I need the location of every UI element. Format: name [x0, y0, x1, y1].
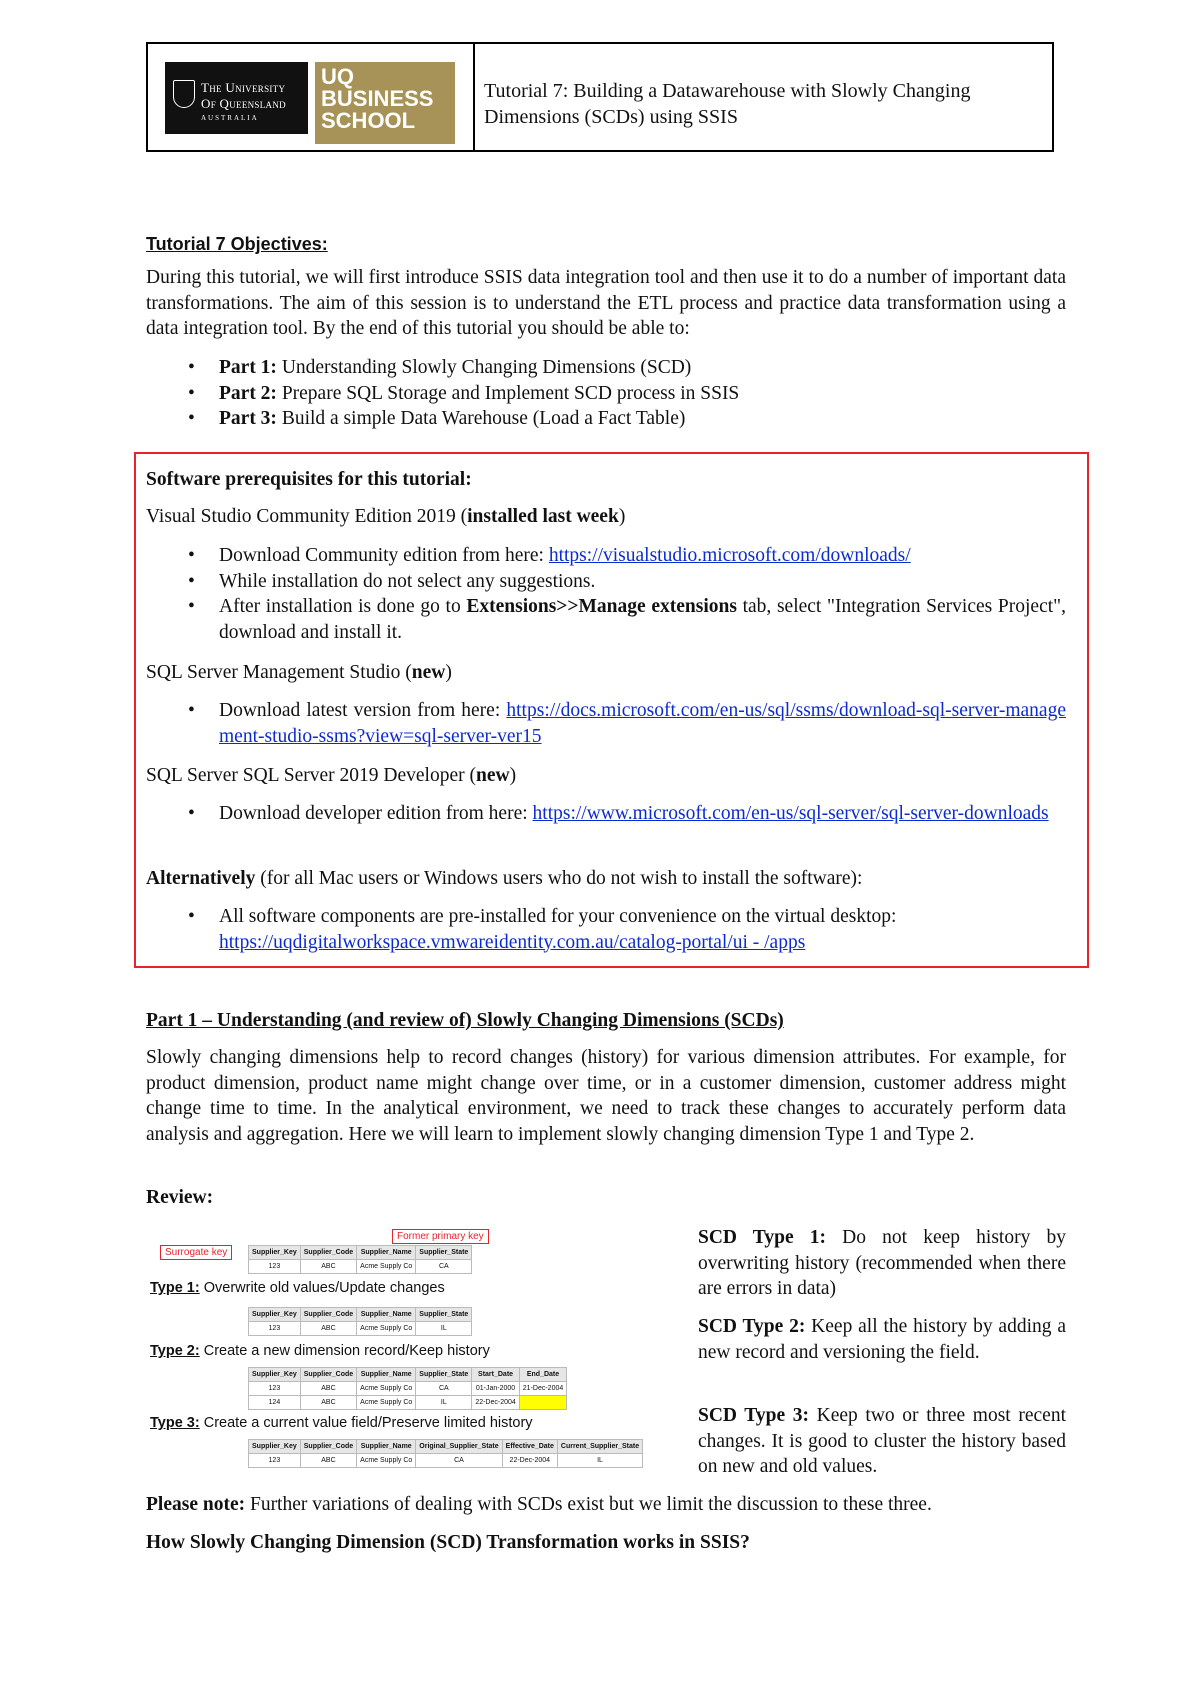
- original-table: Supplier_Key Supplier_Code Supplier_Name Supplier_State 123 ABC Acme Supply Co CA: [248, 1245, 472, 1274]
- please-note: Please note: Further variations of dealing with SCDs exist but we limit the discussion to these three.: [146, 1494, 932, 1515]
- ssms-title: SQL Server Management Studio (new): [146, 662, 452, 683]
- scd-type2-desc: SCD Type 2: Keep all the history by adding a new record and versioning the field.: [698, 1316, 1066, 1363]
- bullet-icon: •: [188, 408, 195, 429]
- bullet-icon: •: [188, 596, 195, 617]
- bullet-icon: •: [188, 906, 195, 927]
- sql-download-link[interactable]: https://www.microsoft.com/en-us/sql-server/sql-server-downloads: [532, 803, 1049, 824]
- list-item: • All software components are pre-installed for your convenience on the virtual desktop: https://uqdigitalworkspace.vmwareidentity.com.au/catalog-portal/ui - /apps: [188, 906, 897, 953]
- alternatively-text: Alternatively (for all Mac users or Windows users who do not wish to install the software):: [146, 868, 863, 889]
- sql-server-title: SQL Server SQL Server 2019 Developer (new): [146, 765, 517, 786]
- scd-type3-desc: SCD Type 3: Keep two or three most recent changes. It is good to cluster the history based on new and old values.: [698, 1405, 1066, 1477]
- objectives-list: [146, 355, 1066, 432]
- type1-label: Type 1: Overwrite old values/Update changes: [150, 1280, 445, 1296]
- objective-item: • Part 3: Build a simple Data Warehouse (Load a Fact Table): [146, 406, 1066, 432]
- uq-logo: [165, 62, 308, 134]
- ssms-download-link[interactable]: https://docs.microsoft.com/en-us/sql/ssms/download-sql-server-management-studio-ssms?view=sql-server-ver15: [219, 700, 1066, 747]
- objective-item: • Part 2: Prepare SQL Storage and Implement SCD process in SSIS: [146, 381, 1066, 407]
- bs-logo-line3: SCHOOL: [321, 108, 416, 133]
- bullet-icon: •: [188, 570, 195, 592]
- bullet-icon: •: [188, 700, 195, 721]
- type3-table: Supplier_Key Supplier_Code Supplier_Name Original_Supplier_State Effective_Date Current_Supplier_State 123 ABC Acme Supply Co CA 22-Dec-2004 IL: [248, 1439, 643, 1468]
- type3-label: Type 3: Create a current value field/Preserve limited history: [150, 1415, 533, 1431]
- scd-type1-desc: SCD Type 1: Do not keep history by overwriting history (recommended when there are errors in data): [698, 1227, 1066, 1299]
- ssms-list: [146, 698, 1066, 749]
- uq-logo-line3: AUSTRALIA: [201, 114, 259, 122]
- former-primary-key-callout: Former primary key: [392, 1229, 489, 1244]
- vs-list: [146, 543, 1066, 645]
- list-item: • Download latest version from here: https://docs.microsoft.com/en-us/sql/ssms/download-sql-server-management-studio-ssms?view=sql-server-ver15: [188, 700, 1066, 747]
- bullet-icon: •: [188, 803, 195, 824]
- type1-table: Supplier_Key Supplier_Code Supplier_Name Supplier_State 123 ABC Acme Supply Co IL: [248, 1307, 472, 1336]
- part1-heading: Part 1 – Understanding (and review of) Slowly Changing Dimensions (SCDs): [146, 1010, 784, 1031]
- ssis-scd-heading: How Slowly Changing Dimension (SCD) Transformation works in SSIS?: [146, 1532, 750, 1553]
- header-divider: [473, 44, 475, 150]
- bullet-icon: •: [188, 545, 195, 566]
- list-item: • While installation do not select any suggestions.: [146, 569, 1066, 595]
- objectives-intro: During this tutorial, we will first introduce SSIS data integration tool and then use it to do a number of important data transformations. The aim of this session is to understand the ETL process and practice data transformation using a data integration tool. By the end of this tutorial you should be able to:: [146, 267, 1066, 339]
- alt-list: [146, 904, 1066, 955]
- type2-label: Type 2: Create a new dimension record/Keep history: [150, 1343, 490, 1359]
- uq-logo-line1: The University: [201, 80, 286, 95]
- list-item: • After installation is done go to Extensions>>Manage extensions tab, select "Integration Services Project", download and install it.: [188, 596, 1066, 643]
- bs-logo-line1: UQ: [321, 64, 354, 89]
- prereq-heading: Software prerequisites for this tutorial:: [146, 469, 472, 490]
- document-header: [146, 42, 1054, 152]
- bs-logo-line2: BUSINESS: [321, 86, 434, 111]
- list-item: • Download Community edition from here: https://visualstudio.microsoft.com/downloads/: [146, 543, 1066, 569]
- vs-title: Visual Studio Community Edition 2019 (installed last week): [146, 506, 626, 527]
- virtual-desktop-link[interactable]: https://uqdigitalworkspace.vmwareidentity.com.au/catalog-portal/ui - /apps: [219, 931, 806, 953]
- surrogate-key-callout: Surrogate key: [160, 1245, 232, 1260]
- document-title: Tutorial 7: Building a Datawarehouse with Slowly Changing Dimensions (SCDs) using SSIS: [484, 80, 971, 128]
- crest-icon: [173, 80, 195, 108]
- type2-table: Supplier_Key Supplier_Code Supplier_Name Supplier_State Start_Date End_Date 123 ABC Acme Supply Co CA 01-Jan-2000 21-Dec-2004 124 ABC Acme Supply Co IL 22-Dec-2004: [248, 1367, 567, 1410]
- uq-logo-line2: Of Queensland: [201, 96, 286, 111]
- bullet-icon: •: [188, 382, 195, 404]
- review-heading: Review:: [146, 1187, 214, 1208]
- sql-list: [146, 801, 1066, 827]
- highlighted-cell: [519, 1396, 566, 1410]
- bullet-icon: •: [188, 357, 195, 378]
- business-school-logo: [315, 62, 455, 144]
- scd-review-figure: [150, 1225, 680, 1470]
- vs-download-link[interactable]: https://visualstudio.microsoft.com/downloads/: [548, 545, 911, 566]
- objectives-heading: Tutorial 7 Objectives:: [146, 234, 328, 254]
- part1-body: Slowly changing dimensions help to record changes (history) for various dimension attributes. For example, for product dimension, product name might change over time, or in a customer dimension, customer address might change time to time. In the analytical environment, we need to track these changes to accurately perform data analysis and aggregation. Here we will learn to implement slowly changing dimension Type 1 and Type 2.: [146, 1047, 1066, 1145]
- objective-item: • Part 1: Understanding Slowly Changing Dimensions (SCD): [146, 355, 1066, 381]
- list-item: • Download developer edition from here: https://www.microsoft.com/en-us/sql-server/sql-server-downloads: [146, 801, 1066, 827]
